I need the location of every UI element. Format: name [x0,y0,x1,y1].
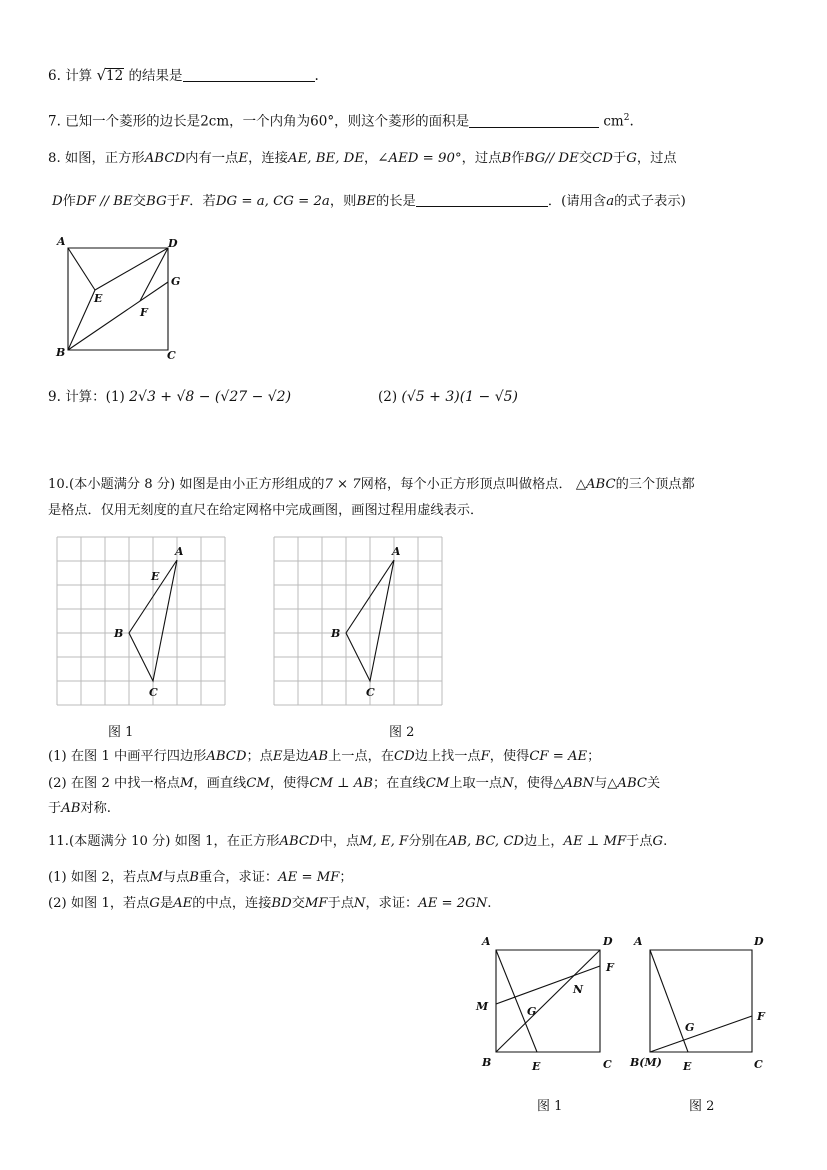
label-D: D [168,237,178,250]
answer-blank[interactable] [469,113,599,128]
label-C: C [149,686,158,699]
fig1-caption: 图 1 [108,725,134,740]
question-9-part2: (2) (√5 + 3)(1 − √5) [378,389,519,405]
label-A: A [392,545,401,558]
label-G: G [527,1005,537,1018]
grid-figure-2 [273,536,443,706]
seg-mf [650,1016,752,1052]
label-B: B [56,346,66,359]
label-N: N [573,983,584,996]
question-10-line1: 10.(本小题满分 8 分) 如图是由小正方形组成的7 × 7网格，每个小正方形顶点叫做格点． △ABC的三个顶点都 [48,477,695,492]
question-10-part2-line2: 于AB对称. [48,801,111,816]
question-10-line2: 是格点．仅用无刻度的直尺在给定网格中完成画图，画图过程用虚线表示． [48,503,484,518]
label-G: G [685,1021,695,1034]
label-C: C [754,1058,763,1071]
expr-2: (√5 + 3)(1 − √5) [401,389,519,405]
square-abcd [68,248,168,350]
question-6: 6. 计算 √12 的结果是 . [48,66,319,84]
seg-ae [68,248,95,290]
label-E: E [151,570,160,583]
label-M: M [476,1000,489,1013]
expr-1: 2√3 + √8 − (√27 − √2) [129,389,292,405]
seg-ae [496,950,537,1052]
label-D: D [754,935,764,948]
label-C: C [603,1058,612,1071]
question-11-part2: (2) 如图 1，若点G是AE的中点，连接BD交MF于点N，求证：AE = 2GN. [48,896,492,911]
question-10-part2: (2) 在图 2 中找一格点M，画直线CM，使得CM ⊥ AB；在直线CM上取一点N，使得△ABN与△ABC关 [48,776,661,791]
seg-mf [496,966,600,1004]
question-10-part1: (1) 在图 1 中画平行四边形ABCD；点E是边AB上一点，在CD边上找一点F，使得CF = AE； [48,749,601,764]
label-B: B [114,627,124,640]
question-11-part1: (1) 如图 2，若点M与点B重合，求证：AE = MF； [48,870,353,885]
label-A: A [634,935,643,948]
q11-fig2-caption: 图 2 [689,1099,715,1114]
grid-figure-1 [56,536,226,706]
q11-fig1-caption: 图 1 [537,1099,563,1114]
label-F: F [140,306,148,319]
label-E: E [683,1060,692,1073]
label-A: A [57,235,66,248]
seg-ae [650,950,688,1052]
label-E: E [532,1060,541,1073]
question-9: 9. 计算：(1) 2√3 + √8 − (√27 − √2) [48,389,292,405]
question-7: 7. 已知一个菱形的边长是2cm，一个内角为60°，则这个菱形的面积是 $cm^2$. [48,113,634,130]
label-B: B [331,627,341,640]
label-D: D [603,935,613,948]
answer-blank[interactable] [183,67,315,82]
fig2-caption: 图 2 [389,725,415,740]
square-abcd [650,950,752,1052]
label-B: B [482,1056,492,1069]
label-G: G [171,275,181,288]
radicand: 12 [106,68,124,84]
label-F: F [757,1010,765,1023]
q8-figure [50,232,190,367]
q11-figure-1 [470,930,630,1080]
label-BM: B(M) [630,1056,662,1069]
label-F: F [606,961,614,974]
question-8-line1: 8. 如图，正方形ABCD内有一点E，连接AE, BE, DE，∠AED = 90°，过点B作BG// DE交CD于G，过点 [48,151,677,166]
question-11-line1: 11.(本题满分 10 分) 如图 1，在正方形ABCD中，点M, E, F分别在AB, BC, CD边上，AE ⊥ MF于点G. [48,834,668,849]
label-E: E [94,292,103,305]
label-C: C [366,686,375,699]
label-C: C [167,349,176,362]
label-A: A [482,935,491,948]
answer-blank[interactable] [416,192,548,207]
seg-bd [496,950,600,1052]
label-A: A [175,545,184,558]
question-8-line2: D作DF // BE交BG于F．若DG = a, CG = 2a，则BE的长是 ．(请用含a的式子表示) [52,194,686,209]
q11-figure-2 [628,930,778,1080]
